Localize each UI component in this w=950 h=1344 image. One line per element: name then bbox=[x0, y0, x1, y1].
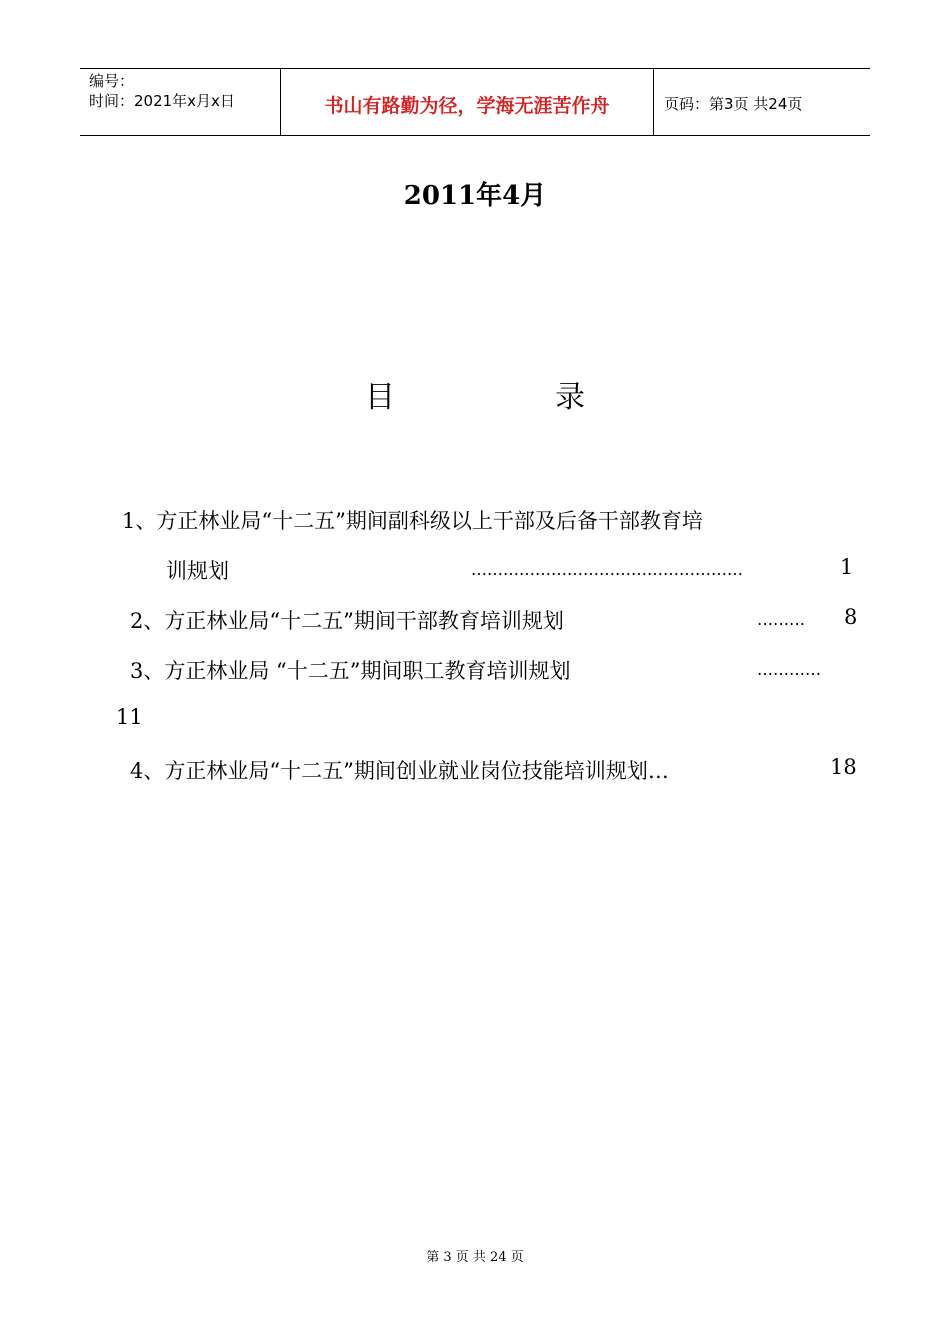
toc-item-1-dots: …………………………………………… bbox=[471, 560, 743, 579]
header-meta bbox=[80, 69, 281, 135]
toc-title-right: 录 bbox=[555, 380, 585, 415]
toc-item-2[interactable]: 2、方正林业局“十二五”期间干部教育培训规划 bbox=[130, 609, 564, 633]
toc-item-1-line2[interactable]: 训规划 bbox=[166, 559, 229, 583]
toc-item-3-dots: ………… bbox=[757, 660, 821, 679]
header-motto: 书山有路勤为径，学海无涯苦作舟 bbox=[281, 69, 654, 135]
toc-item-1-page: 1 bbox=[840, 555, 854, 579]
toc-item-4-page: 18 bbox=[830, 755, 857, 779]
toc-item-2-dots: ……… bbox=[757, 610, 805, 629]
toc-item-3[interactable]: 3、方正林业局 “十二五”期间职工教育培训规划 bbox=[130, 659, 571, 683]
toc-item-1-line1[interactable]: 1、方正林业局“十二五”期间副科级以上干部及后备干部教育培 bbox=[122, 509, 703, 533]
toc-item-4[interactable]: 4、方正林业局“十二五”期间创业就业岗位技能培训规划… bbox=[130, 759, 669, 783]
toc-title-left: 目 bbox=[365, 380, 395, 415]
code-label: 编号： bbox=[89, 72, 135, 90]
toc-title bbox=[0, 372, 950, 416]
page-footer: 第 3 页 共 24 页 bbox=[426, 1250, 524, 1265]
toc-item-3-page: 11 bbox=[116, 705, 143, 729]
time-label: 时间：2021年x月x日 bbox=[89, 92, 235, 110]
toc-item-2-page: 8 bbox=[844, 605, 858, 629]
header-page-info: 页码：第3页 共24页 bbox=[664, 94, 803, 113]
page-header bbox=[80, 68, 870, 136]
date-line: 2011年4月 bbox=[403, 181, 547, 211]
